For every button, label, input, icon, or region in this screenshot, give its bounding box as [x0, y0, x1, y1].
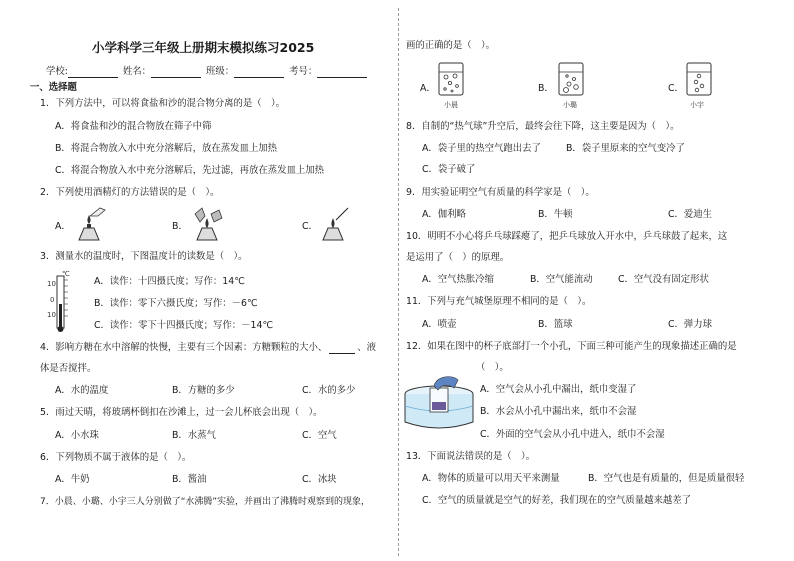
name-blank[interactable]	[151, 67, 201, 78]
info-row	[46, 66, 367, 78]
q1-option-c[interactable]: C．将混合物放入水中充分溶解后，先过滤，再放在蒸发皿上加热	[55, 165, 325, 176]
q4-stem-line2: 体是否搅拌。	[40, 363, 97, 374]
q2-stem: 2．下列使用酒精灯的方法错误的是（ ）。	[40, 187, 220, 198]
column-divider	[398, 8, 399, 556]
q6-stem: 6．下列物质不属于液体的是（ ）。	[40, 452, 192, 463]
q3-thermo-tick: 0	[50, 296, 55, 304]
q11-option-a[interactable]: A．喷壶	[422, 319, 457, 330]
q7-option-a[interactable]: A．	[420, 83, 436, 94]
q4-stem	[40, 342, 376, 354]
q3-option-a[interactable]: A．读作：十四摄氏度；写作：14℃	[94, 276, 245, 287]
q13-option-b[interactable]: B．空气也是有质量的，但是质量很轻	[588, 473, 745, 484]
q12-option-b[interactable]: B．水会从小孔中漏出来，纸巾不会湿	[480, 406, 637, 417]
school-blank[interactable]	[68, 67, 118, 78]
q12-stem-line2: （ ）。	[476, 362, 509, 373]
q3-thermo-tick: 10	[47, 311, 56, 319]
q8-stem: 8．自制的“热气球”升空后，最终会往下降，这主要是因为（ ）。	[406, 121, 680, 132]
q4-option-a[interactable]: A．水的温度	[55, 385, 109, 396]
q11-stem: 11．下列与充气城堡原理不相同的是（ ）。	[406, 296, 592, 307]
q12-option-c[interactable]: C．外面的空气会从小孔中进入，纸巾不会湿	[480, 429, 665, 440]
class-blank[interactable]	[234, 67, 284, 78]
q7-caption-c: 小宇	[690, 101, 704, 109]
number-blank[interactable]	[317, 67, 367, 78]
q12-option-a[interactable]: A．空气会从小孔中漏出，纸巾变湿了	[480, 384, 637, 395]
q8-option-c[interactable]: C．袋子破了	[422, 164, 476, 175]
q8-option-b[interactable]: B．袋子里原来的空气变冷了	[566, 143, 685, 154]
q3-option-b[interactable]: B．读作：零下六摄氏度；写作：－6℃	[94, 298, 258, 309]
q9-stem: 9．用实验证明空气有质量的科学家是（ ）。	[406, 187, 595, 198]
q7-stem: 7．小晨、小璐、小宇三人分别做了“水沸腾”实验，并画出了沸腾时观察到的现象，	[40, 497, 371, 507]
q6-option-a[interactable]: A．牛奶	[55, 474, 90, 485]
q12-stem: 12．如果在图中的杯子底部打一个小孔，下面三种可能产生的现象描述正确的是	[406, 341, 737, 352]
q9-option-b[interactable]: B．牛顿	[538, 209, 573, 220]
q7-stem-line2: 画的正确的是（ ）。	[406, 40, 496, 51]
q10-option-a[interactable]: A．空气热胀冷缩	[422, 274, 495, 285]
q2-option-b[interactable]: B．	[172, 221, 188, 232]
q5-stem: 5．雨过天晴，将玻璃杯倒扣在沙滩上，过一会儿杯底会出现（ ）。	[40, 407, 323, 418]
q10-option-c[interactable]: C．空气没有固定形状	[618, 274, 709, 285]
q6-option-b[interactable]: B．酱油	[172, 474, 207, 485]
q9-option-a[interactable]: A．伽利略	[422, 209, 466, 220]
q11-option-b[interactable]: B．篮球	[538, 319, 573, 330]
q2-option-c[interactable]: C．	[302, 221, 318, 232]
name-label: 姓名：	[122, 66, 152, 77]
q5-option-b[interactable]: B．水蒸气	[172, 430, 216, 441]
q8-option-a[interactable]: A．袋子里的热空气跑出去了	[422, 143, 541, 154]
q4-option-c[interactable]: C．水的多少	[302, 385, 356, 396]
q1-option-a[interactable]: A．将食盐和沙的混合物放在筛子中筛	[55, 121, 212, 132]
q10-stem-line2: 是运用了（ ）的原理。	[406, 252, 510, 263]
page-title: 小学科学三年级上册期末模拟练习2025	[92, 40, 315, 55]
water-tank-cup-icon	[402, 372, 476, 434]
class-label: 班级：	[206, 66, 235, 77]
q13-option-a[interactable]: A．物体的质量可以用天平来测量	[422, 473, 560, 484]
q7-caption-a: 小晨	[444, 101, 458, 109]
q7-option-b[interactable]: B．	[538, 83, 554, 94]
q1-stem: 1．下列方法中，可以将食盐和沙的混合物分离的是（ ）。	[40, 98, 286, 109]
section-heading: 一、选择题	[30, 82, 77, 93]
q13-option-c[interactable]: C．空气的质量就是空气的好差，我们现在的空气质量越来越差了	[422, 495, 692, 506]
q5-option-a[interactable]: A．小水珠	[55, 430, 99, 441]
alcohol-lamp-c-icon	[318, 206, 352, 242]
q7-option-c[interactable]: C．	[668, 83, 684, 94]
q1-option-b[interactable]: B．将混合物放入水中充分溶解后，放在蒸发皿上加热	[55, 143, 278, 154]
alcohol-lamp-b-icon	[192, 206, 226, 242]
q4-stem-text: 4．影响方糖在水中溶解的快慢，主要有三个因素：方糖颗粒的大小、	[40, 342, 328, 353]
beaker-b-icon	[558, 62, 584, 96]
q10-option-b[interactable]: B．空气能流动	[530, 274, 593, 285]
q13-stem: 13．下面说法错误的是（ ）。	[406, 451, 536, 462]
school-label: 学校:	[46, 66, 68, 77]
beaker-c-icon	[686, 62, 712, 96]
q3-option-c[interactable]: C．读作：零下十四摄氏度；写作：－14℃	[94, 320, 274, 331]
q5-option-c[interactable]: C．空气	[302, 430, 337, 441]
q10-stem: 10．明明不小心将乒乓球踩瘪了，把乒乓球放入开水中，乒乓球鼓了起来，这	[406, 231, 728, 242]
q4-stem-end: 、液	[357, 342, 376, 353]
beaker-a-icon	[438, 62, 464, 96]
q11-option-c[interactable]: C．弹力球	[668, 319, 713, 330]
q2-option-a[interactable]: A．	[55, 221, 71, 232]
q3-stem: 3．测量水的温度时，下图温度计的读数是（ ）。	[40, 251, 248, 262]
q6-option-c[interactable]: C．冰块	[302, 474, 337, 485]
q4-option-b[interactable]: B．方糖的多少	[172, 385, 235, 396]
q3-thermo-tick: 10	[47, 280, 56, 288]
q4-answer-blank[interactable]	[329, 343, 355, 354]
alcohol-lamp-a-icon	[74, 206, 108, 242]
q7-caption-b: 小璐	[563, 101, 577, 109]
number-label: 考号：	[289, 66, 318, 77]
q3-thermo-unit: ℃	[62, 270, 70, 278]
q9-option-c[interactable]: C．爱迪生	[668, 209, 713, 220]
